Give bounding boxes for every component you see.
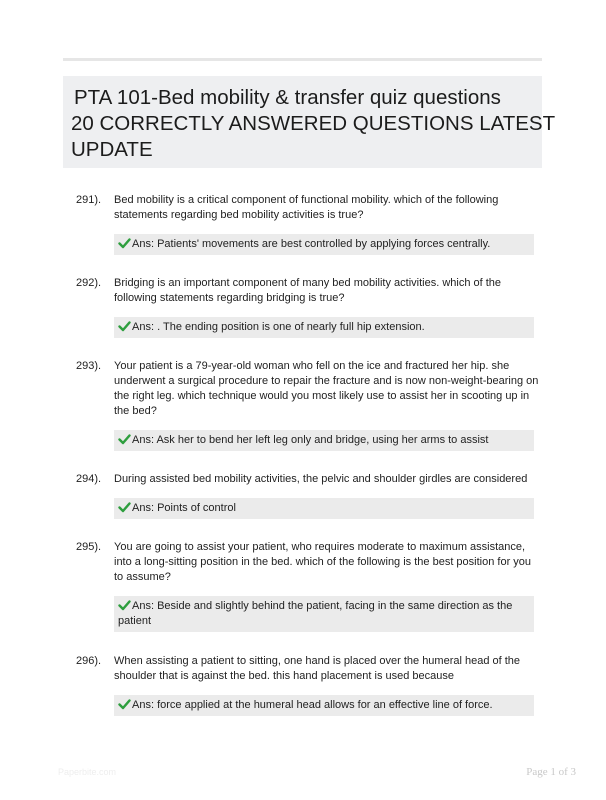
question-number: 293). (76, 360, 102, 372)
question-item (63, 193, 542, 255)
question-number: 292). (76, 277, 102, 289)
check-icon (118, 237, 131, 249)
check-icon (118, 501, 131, 513)
question-text: When assisting a patient to sitting, one hand is placed over the humeral head of the shoulder that is against the bed. this hand placement is used because (114, 655, 521, 682)
answer-text: Ans: Patients' movements are best controlled by applying forces centrally. (132, 238, 491, 250)
question-text: Bridging is an important component of many bed mobility activities. which of the following statements regarding bridging is true? (114, 277, 502, 304)
answer-text: Ans: force applied at the humeral head allows for an effective line of force. (132, 699, 493, 711)
answer-box (114, 695, 534, 716)
question-number: 294). (76, 473, 102, 485)
question-text: Bed mobility is a critical component of functional mobility. which of the following statements regarding bed mobility activities is true? (114, 194, 499, 221)
question-item (63, 654, 542, 716)
title-line-3: UPDATE (71, 138, 153, 161)
answer-text: Ans: Beside and slightly behind the patient, facing in the same direction as the patient (118, 600, 513, 627)
question-item (63, 472, 542, 519)
answer-box (114, 430, 534, 451)
answer-box (114, 317, 534, 338)
question-number: 291). (76, 194, 102, 206)
page-indicator: Page 1 of 3 (526, 766, 576, 778)
question-number: 296). (76, 655, 102, 667)
title-line-1: PTA 101-Bed mobility & transfer quiz questions (74, 86, 501, 109)
answer-text: Ans: Ask her to bend her left leg only and bridge, using her arms to assist (132, 434, 489, 446)
question-item (63, 276, 542, 338)
check-icon (118, 320, 131, 332)
question-number: 295). (76, 541, 102, 553)
answer-text: Ans: . The ending position is one of nearly full hip extension. (132, 321, 425, 333)
document-title-box (63, 76, 556, 168)
question-item (63, 540, 542, 632)
answer-box (114, 498, 534, 519)
question-text: You are going to assist your patient, who requires moderate to maximum assistance, into a long-sitting position in the bed. which of the following is the best position for you to assume? (114, 541, 532, 583)
answer-box (114, 234, 534, 255)
question-text: During assisted bed mobility activities, the pelvic and shoulder girdles are considered (114, 473, 528, 485)
check-icon (118, 433, 131, 445)
answer-box (114, 596, 534, 632)
check-icon (118, 698, 131, 710)
answer-text: Ans: Points of control (132, 502, 236, 514)
top-divider (63, 58, 542, 61)
question-item (63, 359, 542, 451)
check-icon (118, 599, 131, 611)
question-text: Your patient is a 79-year-old woman who fell on the ice and fractured her hip. she underwent a surgical procedure to repair the fracture and is now non-weight-bearing on the right leg. which technique would you most likely use to assist her in scooting up in the bed? (114, 360, 539, 417)
title-line-2: 20 CORRECTLY ANSWERED QUESTIONS LATEST (71, 112, 556, 135)
footer-watermark: Paperbite.com (58, 767, 117, 777)
